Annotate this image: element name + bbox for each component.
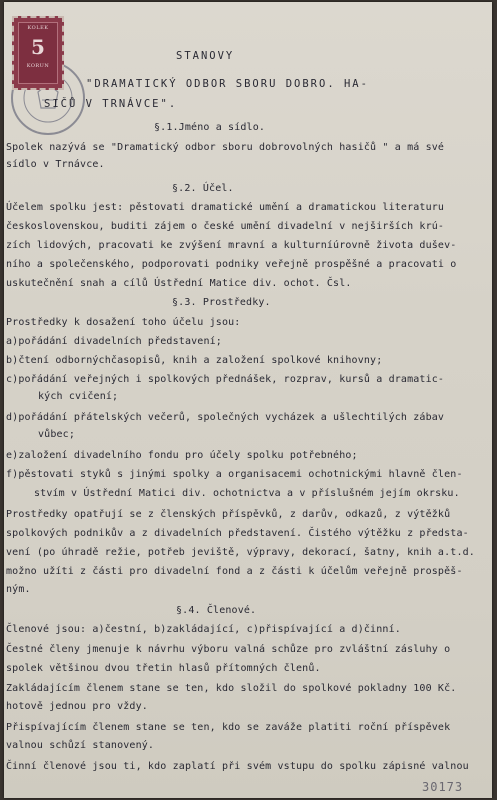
section-1-heading: §.1.Jméno a sídlo. (154, 122, 266, 133)
text-line: sídlo v Trnávce. (6, 159, 105, 170)
document-title: STANOVY (176, 50, 235, 62)
text-line: hotově jednou pro vždy. (6, 701, 148, 712)
list-item: d)pořádání přátelských večerů, společných vycházek a ušlechtilých zábav (6, 412, 445, 423)
text-line: Členové jsou: a)čestní, b)zakládající, c)přispívající a d)činní. (6, 624, 401, 635)
text-line: Zakládajícím členem stane se ten, kdo složil do spolkové pokladny 100 Kč. (6, 683, 457, 694)
text-line: Činní členové jsou ti, kdo zaplatí při svém vstupu do spolku zápisné valnou (6, 761, 469, 772)
stamp-top-text: KOLEK (27, 25, 49, 31)
text-line: Účelem spolku jest: pěstovati dramatické umění a dramatickou literaturu (6, 202, 445, 213)
archive-page-number: 30173 (422, 780, 464, 794)
list-item: f)pěstovati styků s jinými spolky a organisacemi ochotnickými hlavně člen- (6, 469, 463, 480)
text-line: ního a společenského, podporovati podniky veřejně prospěšné a pracovati o (6, 259, 457, 270)
org-name-line-1: "DRAMATICKÝ ODBOR SBORU DOBRO. HA- (86, 78, 369, 90)
list-item: b)čtení odbornýchčasopisů, knih a založení spolkové knihovny; (6, 355, 383, 366)
list-item-continuation: kých cvičení; (38, 391, 119, 402)
list-item: c)pořádání veřejných i spolkových přednášek, rozprav, kursů a dramatic- (6, 374, 445, 385)
list-item: e)založení divadelního fondu pro účely spolku potřebného; (6, 450, 358, 461)
document-page (4, 2, 492, 798)
text-line: uskutečnění snah a cílů Ústřední Matice div. ochot. Čsl. (6, 278, 352, 289)
org-name-line-2: SIČŮ V TRNÁVCE". (44, 98, 178, 110)
section-2-heading: §.2. Účel. (172, 183, 234, 194)
text-line: zích lidových, pracovati ke zvýšení mravní a kulturníúrovně života dušev- (6, 240, 457, 251)
list-item-continuation: stvím v Ústřední Matici div. ochotnictva a v příslušném jejím okrsku. (34, 488, 460, 499)
text-line: spolek většinou dvou třetin hlasů přítomných členů. (6, 663, 321, 674)
revenue-stamp (12, 16, 64, 90)
text-line: valnou schůzí stanovený. (6, 740, 155, 751)
stamp-bottom-text: KORUN (26, 63, 50, 69)
text-line: Spolek nazývá se "Dramatický odbor sboru dobrovolných hasičů " a má své (6, 142, 445, 153)
stamp-value: 5 (31, 35, 45, 59)
text-line: spolkových podnikův a z divadelních představení. Čistého výtěžku z předsta- (6, 528, 469, 539)
text-line: vení (po úhradě režie, potřeb jeviště, výpravy, dekorací, šatny, knih a.t.d. (6, 547, 475, 558)
text-line: Prostředky k dosažení toho účelu jsou: (6, 317, 241, 328)
list-item-continuation: vůbec; (38, 429, 76, 440)
text-line: možno užíti z části pro divadelní fond a z části k účelům veřejně prospěš- (6, 566, 463, 577)
section-4-heading: §.4. Členové. (176, 605, 257, 616)
text-line: Přispívajícím členem stane se ten, kdo se zaváže platiti roční příspěvek (6, 722, 451, 733)
list-item: a)pořádání divadelních představení; (6, 336, 222, 347)
text-line: ným. (6, 584, 31, 595)
text-line: Prostředky opatřují se z členských příspěvků, z darův, odkazů, z výtěžků (6, 509, 451, 520)
section-3-heading: §.3. Prostředky. (172, 297, 271, 308)
text-line: československou, buditi zájem o české umění divadelní v nejširších krú- (6, 221, 445, 232)
text-line: Čestné členy jmenuje k návrhu výboru valná schůze pro zvláštní zásluhy o (6, 644, 451, 655)
